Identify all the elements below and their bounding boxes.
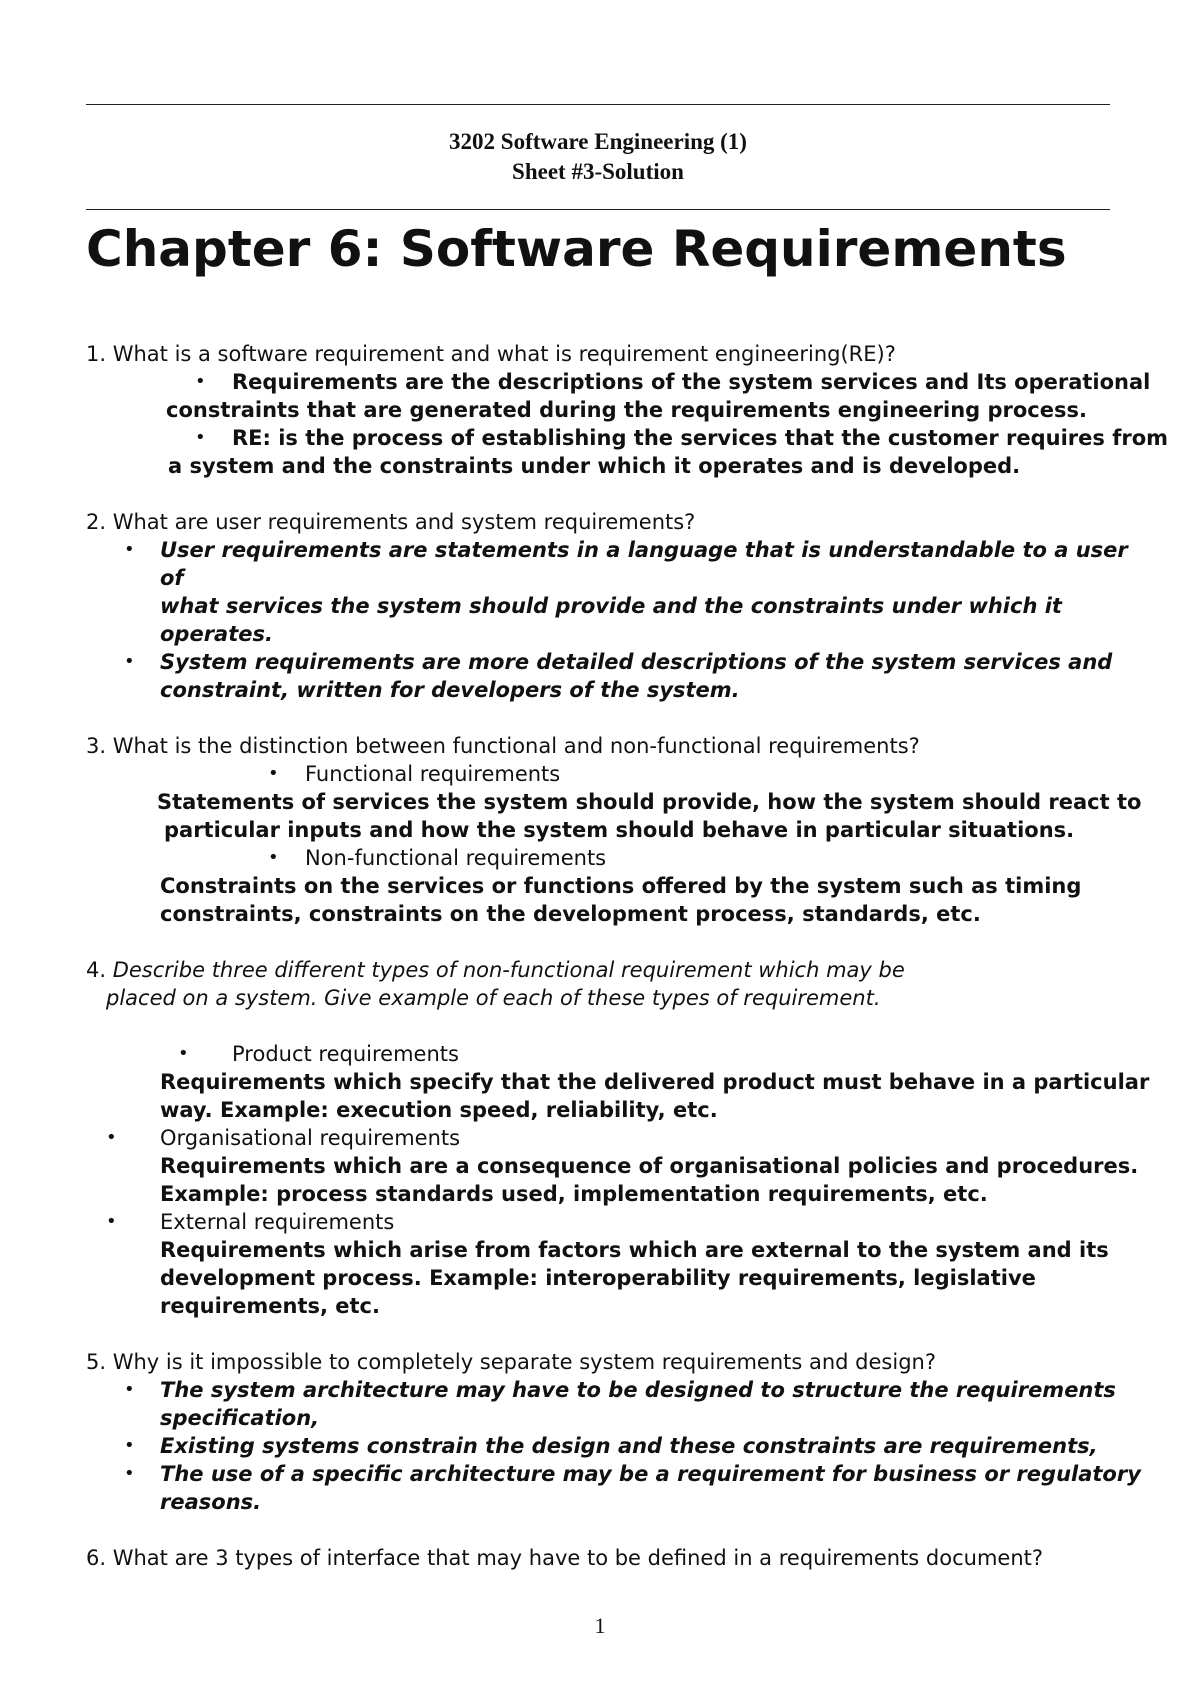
bullet-icon: • [106, 1211, 117, 1232]
bullet-icon: • [195, 371, 206, 392]
answer-5-2-line-1: Existing systems constrain the design and these constraints are requirements, [160, 1434, 1098, 1458]
organisational-requirements-line-1: Requirements which are a consequence of organisational policies and procedures. [160, 1154, 1139, 1178]
question-5: 5. Why is it impossible to completely separate system requirements and design? [86, 1350, 936, 1374]
page-number: 1 [594, 1613, 606, 1638]
question-2: 2. What are user requirements and system requirements? [86, 510, 696, 534]
product-requirements-heading: Product requirements [232, 1042, 459, 1066]
answer-2-1-line-2: of [160, 566, 184, 590]
organisational-requirements-line-2: Example: process standards used, implementation requirements, etc. [160, 1182, 988, 1206]
bullet-icon: • [124, 1435, 135, 1456]
answer-5-3-line-2: reasons. [160, 1490, 262, 1514]
organisational-requirements-heading: Organisational requirements [160, 1126, 461, 1150]
answer-5-1-line-2: specification, [160, 1406, 320, 1430]
question-4-line-1 [86, 956, 905, 984]
bullet-icon: • [124, 1379, 135, 1400]
question-4-line-2: placed on a system. Give example of each of these types of requirement. [106, 986, 881, 1010]
answer-1-2-line-2: a system and the constraints under which it operates and is developed. [168, 454, 1021, 478]
answer-1-1-line-2: constraints that are generated during the requirements engineering process. [166, 398, 1087, 422]
chapter-title: Chapter 6: Software Requirements [86, 220, 1067, 278]
answer-1-2-line-1: RE: is the process of establishing the services that the customer requires from [232, 426, 1169, 450]
answer-2-2-line-1: System requirements are more detailed descriptions of the system services and [160, 650, 1113, 674]
bullet-icon: • [268, 847, 279, 868]
bullet-icon: • [268, 763, 279, 784]
external-requirements-heading: External requirements [160, 1210, 395, 1234]
non-functional-line-1: Constraints on the services or functions offered by the system such as timing [160, 874, 1082, 898]
bullet-icon: • [106, 1127, 117, 1148]
non-functional-line-2: constraints, constraints on the development process, standards, etc. [160, 902, 981, 926]
question-4-text: Describe three different types of non-functional requirement which may be [112, 958, 905, 982]
answer-5-1-line-1: The system architecture may have to be designed to structure the requirements [160, 1378, 1116, 1402]
answer-5-3-line-1: The use of a specific architecture may be a requirement for business or regulatory [160, 1462, 1141, 1486]
question-6: 6. What are 3 types of interface that may have to be defined in a requirements document? [86, 1546, 1044, 1570]
answer-2-1-line-4: operates. [160, 622, 273, 646]
answer-2-2-line-2: constraint, written for developers of the system. [160, 678, 740, 702]
bullet-icon: • [178, 1043, 189, 1064]
functional-heading: Functional requirements [305, 762, 561, 786]
product-requirements-line-2: way. Example: execution speed, reliability, etc. [160, 1098, 718, 1122]
functional-line-2: particular inputs and how the system should behave in particular situations. [164, 818, 1075, 842]
header-top-rule [86, 104, 1110, 105]
sheet-title: Sheet #3-Solution [512, 159, 684, 184]
answer-2-1-line-3: what services the system should provide and the constraints under which it [160, 594, 1062, 618]
answer-2-1-line-1: User requirements are statements in a language that is understandable to a user [160, 538, 1128, 562]
external-requirements-line-2: development process. Example: interoperability requirements, legislative [160, 1266, 1036, 1290]
bullet-icon: • [124, 651, 135, 672]
external-requirements-line-3: requirements, etc. [160, 1294, 380, 1318]
non-functional-heading: Non-functional requirements [305, 846, 607, 870]
bullet-icon: • [195, 427, 206, 448]
functional-line-1: Statements of services the system should provide, how the system should react to [157, 790, 1142, 814]
bullet-icon: • [124, 539, 135, 560]
question-3: 3. What is the distinction between functional and non-functional requirements? [86, 734, 920, 758]
header-bottom-rule [86, 209, 1110, 210]
external-requirements-line-1: Requirements which arise from factors which are external to the system and its [160, 1238, 1109, 1262]
answer-1-1-line-1: Requirements are the descriptions of the system services and Its operational [232, 370, 1151, 394]
bullet-icon: • [124, 1463, 135, 1484]
question-4-number: 4. [86, 958, 113, 982]
question-1: 1. What is a software requirement and what is requirement engineering(RE)? [86, 342, 896, 366]
course-title: 3202 Software Engineering (1) [449, 129, 747, 154]
product-requirements-line-1: Requirements which specify that the delivered product must behave in a particular [160, 1070, 1150, 1094]
